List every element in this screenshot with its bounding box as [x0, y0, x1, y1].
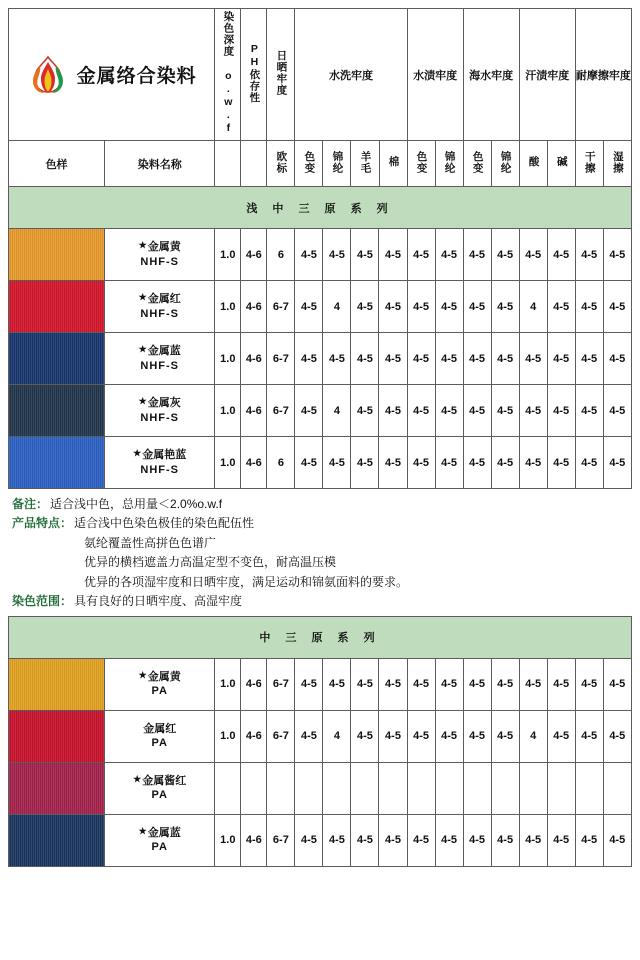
cell-light: 6-7 — [267, 658, 295, 710]
cell-water-nylon: 4-5 — [435, 437, 463, 489]
cell-persp-alkali: 4-5 — [547, 710, 575, 762]
dye-name-line2: NHF-S — [140, 307, 180, 320]
col-header-light-euro: 欧标 — [267, 141, 295, 187]
note-feature — [12, 514, 628, 533]
cell-persp-alkali — [547, 762, 575, 814]
cell-rub-dry: 4-5 — [575, 333, 603, 385]
cell-water-nylon: 4-5 — [435, 710, 463, 762]
cell-seawater-nylon: 4-5 — [491, 281, 519, 333]
note-remark-label: 备注： — [12, 497, 49, 511]
brand-title: 金属络合染料 — [76, 66, 197, 87]
cell-wash-shade: 4-5 — [295, 333, 323, 385]
cell-persp-acid: 4 — [519, 710, 547, 762]
cell-seawater-shade: 4-5 — [463, 710, 491, 762]
cell-persp-alkali: 4-5 — [547, 814, 575, 866]
header-water-fastness: 水渍牢度 — [407, 9, 463, 141]
cell-light: 6 — [267, 437, 295, 489]
star-icon: ★ — [133, 448, 142, 459]
dye-name-cell — [105, 814, 215, 866]
note-feature-label: 产品特点： — [12, 516, 73, 531]
header-perspiration-fastness: 汗渍牢度 — [519, 9, 575, 141]
note-feature-line-2: 优异的横档遮盖力高温定型不变色，耐高温压模 — [84, 555, 337, 570]
cell-light: 6-7 — [267, 281, 295, 333]
dye-name-line1: 金属灰 — [147, 397, 181, 410]
cell-ph: 4-6 — [241, 333, 267, 385]
cell-depth: 1.0 — [215, 229, 241, 281]
section-2-table — [8, 616, 632, 867]
cell-persp-alkali: 4-5 — [547, 333, 575, 385]
fastness-table-header — [8, 8, 632, 141]
star-icon: ★ — [138, 396, 147, 407]
cell-wash-nylon: 4-5 — [323, 333, 351, 385]
cell-rub-wet: 4-5 — [603, 814, 631, 866]
col-header-wash-cotton: 棉 — [379, 141, 407, 187]
header-rubbing-fastness: 耐摩擦牢度 — [575, 9, 631, 141]
color-swatch — [9, 437, 105, 489]
col-header-seawater-nylon: 锦纶 — [491, 141, 519, 187]
col-header-water-nylon: 锦纶 — [435, 141, 463, 187]
color-swatch — [9, 658, 105, 710]
fastness-table-subheader — [8, 140, 632, 187]
cell-seawater-nylon: 4-5 — [491, 437, 519, 489]
cell-rub-wet: 4-5 — [603, 229, 631, 281]
cell-water-nylon: 4-5 — [435, 658, 463, 710]
dye-name-cell — [105, 333, 215, 385]
note-feature-line-1: 氨纶覆盖性高拼色色谱广 — [84, 535, 217, 550]
cell-rub-wet: 4-5 — [603, 658, 631, 710]
cell-wash-nylon: 4 — [323, 385, 351, 437]
cell-seawater-nylon: 4-5 — [491, 710, 519, 762]
dye-name-line1: 金属蓝 — [147, 826, 181, 839]
section-1-band-row — [9, 187, 632, 229]
cell-wash-wool: 4-5 — [351, 437, 379, 489]
cell-persp-acid — [519, 762, 547, 814]
cell-depth: 1.0 — [215, 333, 241, 385]
cell-rub-wet: 4-5 — [603, 437, 631, 489]
dye-name-line2: PA — [151, 737, 168, 750]
cell-seawater-shade: 4-5 — [463, 658, 491, 710]
star-icon: ★ — [138, 240, 147, 251]
col-header-persp-acid: 酸 — [519, 141, 547, 187]
cell-seawater-shade: 4-5 — [463, 385, 491, 437]
cell-light: 6-7 — [267, 814, 295, 866]
cell-wash-cotton: 4-5 — [379, 281, 407, 333]
cell-depth: 1.0 — [215, 814, 241, 866]
cell-seawater-nylon: 4-5 — [491, 333, 519, 385]
cell-seawater-shade: 4-5 — [463, 437, 491, 489]
cell-depth: 1.0 — [215, 385, 241, 437]
cell-wash-nylon: 4-5 — [323, 437, 351, 489]
dye-name-cell — [105, 658, 215, 710]
col-header-wash-nylon: 锦纶 — [323, 141, 351, 187]
cell-depth: 1.0 — [215, 437, 241, 489]
dye-name-line1: 金属红 — [143, 722, 177, 735]
cell-seawater-nylon: 4-5 — [491, 658, 519, 710]
cell-depth: 1.0 — [215, 281, 241, 333]
dye-name-cell — [105, 762, 215, 814]
brand-cell — [9, 9, 215, 141]
cell-depth — [215, 762, 241, 814]
cell-wash-wool: 4-5 — [351, 333, 379, 385]
header-seawater-fastness: 海水牢度 — [463, 9, 519, 141]
cell-persp-alkali: 4-5 — [547, 658, 575, 710]
note-range-text: 具有良好的日晒牢度、高湿牢度 — [74, 594, 243, 609]
cell-water-shade: 4-5 — [407, 333, 435, 385]
table-row — [9, 710, 632, 762]
header-depth: 染色深度 o.w.f — [215, 9, 241, 141]
cell-water-shade: 4-5 — [407, 385, 435, 437]
color-swatch — [9, 385, 105, 437]
cell-wash-wool: 4-5 — [351, 814, 379, 866]
cell-rub-wet: 4-5 — [603, 385, 631, 437]
star-icon: ★ — [138, 344, 147, 355]
table-row — [9, 333, 632, 385]
section-band-title: 中 三 原 系 列 — [9, 616, 632, 658]
col-header-rub-dry: 干擦 — [575, 141, 603, 187]
cell-persp-acid: 4-5 — [519, 814, 547, 866]
cell-wash-wool: 4-5 — [351, 658, 379, 710]
cell-water-shade: 4-5 — [407, 658, 435, 710]
dye-name-line1: 金属红 — [147, 293, 181, 306]
dye-name-line2: NHF-S — [140, 411, 180, 424]
cell-rub-wet — [603, 762, 631, 814]
cell-wash-nylon: 4-5 — [323, 229, 351, 281]
cell-light: 6-7 — [267, 333, 295, 385]
cell-wash-wool — [351, 762, 379, 814]
cell-wash-cotton — [379, 762, 407, 814]
cell-wash-cotton: 4-5 — [379, 385, 407, 437]
cell-rub-dry: 4-5 — [575, 658, 603, 710]
dye-name-line2: PA — [151, 841, 168, 854]
cell-seawater-nylon: 4-5 — [491, 814, 519, 866]
cell-ph: 4-6 — [241, 229, 267, 281]
cell-seawater-shade — [463, 762, 491, 814]
cell-wash-wool: 4-5 — [351, 710, 379, 762]
section-2-band-row — [9, 616, 632, 658]
note-feature-line-3: 优异的各项湿牢度和日晒牢度，满足运动和锦氨面料的要求。 — [84, 574, 409, 589]
header-ph: PH依存性 — [241, 9, 267, 141]
cell-wash-nylon — [323, 762, 351, 814]
cell-wash-shade: 4-5 — [295, 710, 323, 762]
star-icon: ★ — [138, 292, 147, 303]
flame-logo-icon — [27, 55, 69, 95]
cell-ph: 4-6 — [241, 814, 267, 866]
cell-water-shade: 4-5 — [407, 229, 435, 281]
dye-name-cell — [105, 710, 215, 762]
cell-wash-nylon: 4-5 — [323, 814, 351, 866]
cell-water-shade: 4-5 — [407, 710, 435, 762]
cell-light — [267, 762, 295, 814]
color-swatch — [9, 229, 105, 281]
table-row — [9, 814, 632, 866]
section-1-table — [8, 186, 632, 489]
cell-water-nylon — [435, 762, 463, 814]
cell-persp-acid: 4-5 — [519, 658, 547, 710]
cell-wash-nylon: 4-5 — [323, 658, 351, 710]
dye-name-cell — [105, 281, 215, 333]
cell-wash-shade: 4-5 — [295, 281, 323, 333]
col-header-ph-blank — [241, 141, 267, 187]
cell-wash-shade — [295, 762, 323, 814]
cell-seawater-nylon — [491, 762, 519, 814]
cell-persp-alkali: 4-5 — [547, 229, 575, 281]
cell-persp-acid: 4 — [519, 281, 547, 333]
cell-depth: 1.0 — [215, 658, 241, 710]
color-swatch — [9, 762, 105, 814]
cell-persp-alkali: 4-5 — [547, 437, 575, 489]
cell-water-nylon: 4-5 — [435, 229, 463, 281]
dye-name-line1: 金属艳蓝 — [142, 449, 187, 462]
dye-name-line1: 金属黄 — [147, 241, 181, 254]
dye-name-cell — [105, 229, 215, 281]
cell-wash-cotton: 4-5 — [379, 814, 407, 866]
dye-name-line1: 金属蓝 — [147, 345, 181, 358]
cell-water-shade: 4-5 — [407, 281, 435, 333]
cell-wash-shade: 4-5 — [295, 437, 323, 489]
cell-ph — [241, 762, 267, 814]
col-header-swatch: 色样 — [9, 141, 105, 187]
cell-wash-cotton: 4-5 — [379, 437, 407, 489]
header-lightfastness: 日晒牢度 — [267, 9, 295, 141]
cell-water-nylon: 4-5 — [435, 333, 463, 385]
cell-wash-cotton: 4-5 — [379, 710, 407, 762]
dye-name-line1: 金属黄 — [147, 670, 181, 683]
header-row-groups — [9, 9, 632, 141]
cell-seawater-shade: 4-5 — [463, 814, 491, 866]
table-row — [9, 229, 632, 281]
cell-ph: 4-6 — [241, 437, 267, 489]
color-swatch — [9, 281, 105, 333]
dye-name-line2: NHF-S — [140, 359, 180, 372]
cell-wash-nylon: 4 — [323, 710, 351, 762]
cell-seawater-shade: 4-5 — [463, 281, 491, 333]
col-header-name: 染料名称 — [105, 141, 215, 187]
dye-name-cell — [105, 437, 215, 489]
cell-wash-shade: 4-5 — [295, 385, 323, 437]
cell-water-nylon: 4-5 — [435, 385, 463, 437]
cell-depth: 1.0 — [215, 710, 241, 762]
col-header-water-shade: 色变 — [407, 141, 435, 187]
dye-name-line2: NHF-S — [140, 255, 180, 268]
cell-wash-nylon: 4 — [323, 281, 351, 333]
cell-wash-wool: 4-5 — [351, 229, 379, 281]
cell-water-nylon: 4-5 — [435, 814, 463, 866]
note-remark — [12, 495, 628, 514]
cell-persp-acid: 4-5 — [519, 229, 547, 281]
col-header-depth-blank — [215, 141, 241, 187]
cell-water-shade: 4-5 — [407, 814, 435, 866]
cell-persp-acid: 4-5 — [519, 437, 547, 489]
color-swatch — [9, 710, 105, 762]
cell-rub-wet: 4-5 — [603, 333, 631, 385]
dye-name-line2: NHF-S — [140, 463, 180, 476]
cell-ph: 4-6 — [241, 710, 267, 762]
section-band-title: 浅 中 三 原 系 列 — [9, 187, 632, 229]
dye-name-line2: PA — [151, 789, 168, 802]
color-swatch — [9, 333, 105, 385]
col-header-persp-alkali: 碱 — [547, 141, 575, 187]
table-row — [9, 658, 632, 710]
cell-ph: 4-6 — [241, 658, 267, 710]
table-row — [9, 437, 632, 489]
table-row — [9, 385, 632, 437]
cell-rub-wet: 4-5 — [603, 710, 631, 762]
cell-seawater-shade: 4-5 — [463, 229, 491, 281]
note-range-label: 染色范围： — [12, 594, 73, 609]
dye-name-cell — [105, 385, 215, 437]
cell-seawater-nylon: 4-5 — [491, 385, 519, 437]
notes-block — [8, 489, 632, 616]
cell-wash-wool: 4-5 — [351, 385, 379, 437]
cell-rub-dry: 4-5 — [575, 814, 603, 866]
cell-rub-dry: 4-5 — [575, 281, 603, 333]
note-remark-text: 适合浅中色，总用量＜2.0%o.w.f — [50, 497, 223, 511]
note-range — [12, 592, 628, 611]
cell-wash-shade: 4-5 — [295, 229, 323, 281]
table-row — [9, 762, 632, 814]
cell-ph: 4-6 — [241, 281, 267, 333]
star-icon: ★ — [133, 773, 142, 784]
cell-wash-cotton: 4-5 — [379, 229, 407, 281]
cell-seawater-nylon: 4-5 — [491, 229, 519, 281]
cell-persp-acid: 4-5 — [519, 385, 547, 437]
cell-persp-alkali: 4-5 — [547, 281, 575, 333]
cell-wash-shade: 4-5 — [295, 658, 323, 710]
cell-persp-acid: 4-5 — [519, 333, 547, 385]
col-header-wash-shade: 色变 — [295, 141, 323, 187]
star-icon: ★ — [138, 825, 147, 836]
cell-wash-shade: 4-5 — [295, 814, 323, 866]
cell-rub-dry: 4-5 — [575, 437, 603, 489]
cell-persp-alkali: 4-5 — [547, 385, 575, 437]
cell-water-shade: 4-5 — [407, 437, 435, 489]
cell-rub-dry: 4-5 — [575, 710, 603, 762]
table-row — [9, 281, 632, 333]
cell-rub-dry: 4-5 — [575, 229, 603, 281]
cell-ph: 4-6 — [241, 385, 267, 437]
col-header-wash-wool: 羊毛 — [351, 141, 379, 187]
cell-light: 6 — [267, 229, 295, 281]
star-icon: ★ — [138, 669, 147, 680]
cell-rub-wet: 4-5 — [603, 281, 631, 333]
color-swatch — [9, 814, 105, 866]
cell-rub-dry: 4-5 — [575, 385, 603, 437]
cell-light: 6-7 — [267, 710, 295, 762]
note-feature-text: 适合浅中色染色极佳的染色配伍性 — [74, 516, 255, 531]
cell-seawater-shade: 4-5 — [463, 333, 491, 385]
dye-name-line1: 金属酱红 — [142, 774, 187, 787]
cell-wash-cotton: 4-5 — [379, 333, 407, 385]
cell-light: 6-7 — [267, 385, 295, 437]
cell-wash-wool: 4-5 — [351, 281, 379, 333]
col-header-rub-wet: 湿擦 — [603, 141, 631, 187]
col-header-seawater-shade: 色变 — [463, 141, 491, 187]
subheader-row — [9, 141, 632, 187]
header-wash-fastness: 水洗牢度 — [295, 9, 407, 141]
dye-name-line2: PA — [151, 685, 168, 698]
cell-water-shade — [407, 762, 435, 814]
cell-rub-dry — [575, 762, 603, 814]
cell-water-nylon: 4-5 — [435, 281, 463, 333]
cell-wash-cotton: 4-5 — [379, 658, 407, 710]
